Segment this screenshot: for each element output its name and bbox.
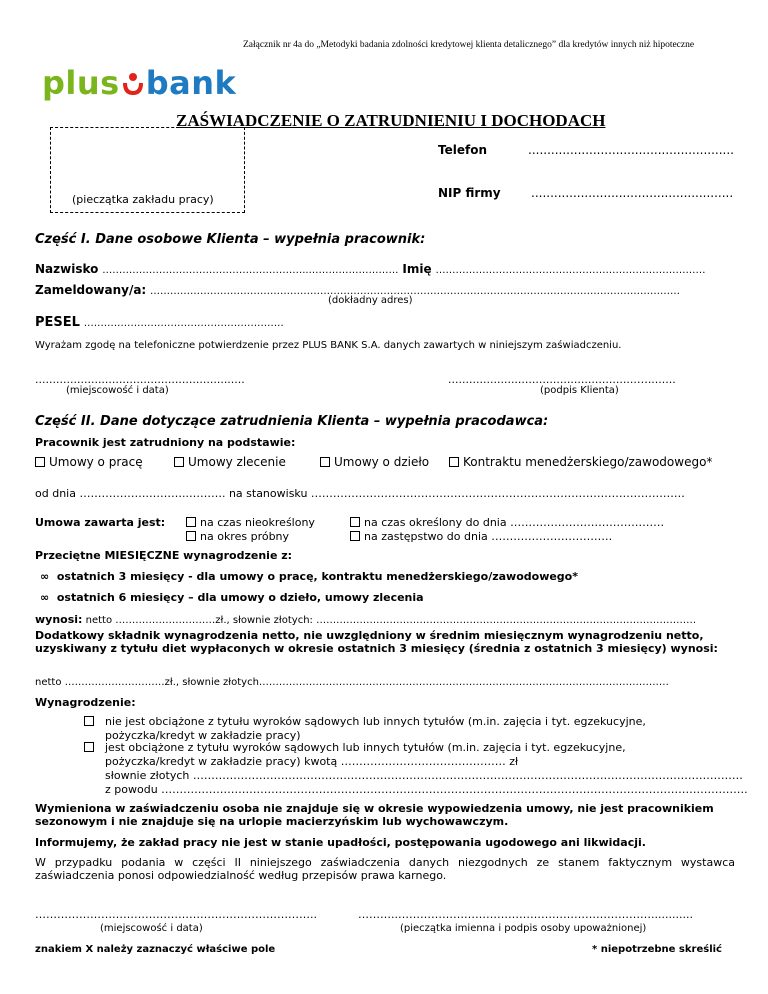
- bullet-text: ostatnich 3 miesięcy - dla umowy o pracę, kontraktu menedżerskiego/zawodowego*: [56, 570, 578, 583]
- statement-bankruptcy: Informujemy, że zakład pracy nie jest w stanie upadłości, postępowania ugodowego ani likwidacji.: [35, 836, 646, 849]
- consent-text: Wyrażam zgodę na telefoniczne potwierdzenie przez PLUS BANK S.A. danych zawartych w niniejszym zaświadczeniu.: [35, 340, 622, 351]
- extra-component-text: Dodatkowy składnik wynagrodzenia netto, nie uwzględniony w średnim miesięcznym wynagrodzeniu netto, uzyskiwany z tytułu diet wypłaconych w okresie ostatnich 3 miesięcy (średnia z ostatnich 3 miesięcy) wynosi:: [35, 629, 718, 655]
- checkbox[interactable]: [174, 457, 184, 467]
- address-label: Zameldowany/a:: [35, 283, 147, 297]
- burden-reason-field[interactable]: z powodu …………………………………………………………………………………………………………………………………………….: [105, 783, 748, 796]
- contract-substitute[interactable]: [350, 530, 612, 543]
- contract-fixed[interactable]: [350, 516, 664, 529]
- checkbox[interactable]: [186, 517, 196, 527]
- part1-heading: Część I. Dane osobowe Klienta – wypełnia pracownik:: [35, 232, 426, 247]
- salary-burden-label: Wynagrodzenie:: [35, 696, 136, 709]
- address-hint: (dokładny adres): [328, 295, 413, 306]
- checkbox[interactable]: [186, 531, 196, 541]
- bullet-3-months: [40, 570, 578, 583]
- checkbox[interactable]: [35, 457, 45, 467]
- burden-words-field[interactable]: słownie złotych ……………………………………………………………………………………………………………………………………: [105, 769, 743, 782]
- logo-symbol-icon: [121, 69, 145, 97]
- basis-option-label: Kontraktu menedżerskiego/zawodowego*: [463, 455, 713, 469]
- basis-option-employment[interactable]: [35, 455, 143, 469]
- nip-field[interactable]: .....................................................: [531, 186, 734, 200]
- header-note: Załącznik nr 4a do „Metodyki badania zdolności kredytowej klienta detalicznego” dla kredytów innych niż hipoteczne: [243, 40, 695, 50]
- basis-option-label: Umowy zlecenie: [188, 455, 286, 469]
- start-date-position-row[interactable]: od dnia ……………….………..………. na stanowisku …………………………………………………………………………………………: [35, 487, 685, 500]
- bullet-icon: ∞: [40, 570, 50, 583]
- surname-label: Nazwisko: [35, 262, 99, 276]
- checkbox[interactable]: [84, 716, 94, 726]
- extra-component-field[interactable]: netto …………………………zł., słownie złotych……………………………………………………………………………………………………………: [35, 677, 669, 688]
- employer-signature-field[interactable]: ………..……………………………………………………………............: [358, 908, 693, 921]
- employer-place-date-label: (miejscowość i data): [100, 923, 203, 934]
- employer-place-date-field[interactable]: …………………………………………………………………..: [35, 908, 317, 921]
- footer-note-strike: * niepotrzebne skreślić: [592, 944, 722, 955]
- salary-amount-field[interactable]: netto …………………………zł., słownie złotych: ……………………………………………………………………………………………………: [82, 615, 697, 626]
- logo-plus-text: plus: [42, 64, 120, 102]
- phone-field[interactable]: ......................................................: [528, 143, 734, 157]
- basis-option-contract[interactable]: [449, 455, 712, 469]
- contract-type-label: Umowa zawarta jest:: [35, 516, 166, 529]
- average-salary-label: Przeciętne MIESIĘCZNE wynagrodzenie z:: [35, 549, 293, 562]
- burden-option-none[interactable]: [84, 715, 646, 728]
- contract-option-label: na czas określony do dnia ……………………………………: [364, 516, 665, 529]
- client-place-date-field[interactable]: ............................................................: [35, 373, 245, 386]
- first-name-field[interactable]: ………………………………………………………………………: [435, 265, 706, 276]
- checkbox[interactable]: [350, 517, 360, 527]
- bullet-6-months: [40, 591, 424, 604]
- statement-notice-period: Wymieniona w zaświadczeniu osoba nie znajduje się w okresie wypowiedzenia umowy, nie jest pracownikiem sezonowym i nie znajduje się na urlopie macierzyńskim lub wychowawczym.: [35, 802, 714, 828]
- client-signature-field[interactable]: ......................................................…........: [448, 373, 676, 386]
- page-title: ZAŚWIADCZENIE O ZATRUDNIENIU I DOCHODACH: [176, 111, 606, 130]
- contract-option-label: na okres próbny: [200, 530, 290, 543]
- statement-liability: W przypadku podania w części II niniejszego zaświadczenia danych niezgodnych ze stanem faktycznym wystawca zaświadczenia ponosi odpowiedzialność według przepisów prawa karnego.: [35, 856, 735, 882]
- contract-trial[interactable]: [186, 530, 289, 543]
- plus-bank-logo: [42, 64, 236, 102]
- contract-indefinite[interactable]: [186, 516, 315, 529]
- client-signature-label: (podpis Klienta): [540, 385, 619, 396]
- employment-basis-label: Pracownik jest zatrudniony na podstawie:: [35, 436, 296, 449]
- bullet-text: ostatnich 6 miesięcy – dla umowy o dzieło, umowy zlecenia: [56, 591, 424, 604]
- checkbox[interactable]: [320, 457, 330, 467]
- employer-signature-label: (pieczątka imienna i podpis osoby upoważnionej): [400, 923, 647, 934]
- burden-option-none-cont: pożyczka/kredyt w zakładzie pracy): [105, 729, 301, 742]
- address-field[interactable]: ……………………………………………………………………………………………………………………………………………: [150, 286, 681, 297]
- burden-option-text: nie jest obciążone z tytułu wyroków sądowych lub innych tytułów (m.in. zajęcia i tyt. egzekucyjne,: [105, 715, 646, 728]
- salary-amount-row[interactable]: [35, 613, 696, 626]
- basis-option-label: Umowy o dzieło: [334, 455, 430, 469]
- first-name-label: Imię: [402, 262, 432, 276]
- logo-bank-text: bank: [145, 64, 237, 102]
- burden-option-some[interactable]: [84, 741, 626, 754]
- checkbox[interactable]: [449, 457, 459, 467]
- footer-note-mark-x: znakiem X należy zaznaczyć właściwe pole: [35, 944, 276, 955]
- checkbox[interactable]: [84, 742, 94, 752]
- client-place-date-label: (miejscowość i data): [66, 385, 169, 396]
- bullet-icon: ∞: [40, 591, 50, 604]
- pesel-label: PESEL: [35, 315, 80, 330]
- surname-field[interactable]: ……………………………………………………..………………………: [102, 265, 399, 276]
- burden-amount-field[interactable]: pożyczka/kredyt w zakładzie pracy) kwotą ……………………………………… zł: [105, 755, 519, 768]
- nip-label: NIP firmy: [438, 186, 501, 200]
- part2-heading: Część II. Dane dotyczące zatrudnienia Klienta – wypełnia pracodawca:: [35, 414, 549, 429]
- contract-option-label: na zastępstwo do dnia ……………………………: [364, 530, 613, 543]
- surname-row: [35, 262, 705, 276]
- basis-option-mandate[interactable]: [174, 455, 286, 469]
- stamp-label: (pieczątka zakładu pracy): [72, 193, 214, 206]
- pesel-field[interactable]: ……………………………………………………: [83, 318, 284, 329]
- burden-option-text: jest obciążone z tytułu wyroków sądowych lub innych tytułów (m.in. zajęcia i tyt. egzekucyjne,: [105, 741, 626, 754]
- checkbox[interactable]: [350, 531, 360, 541]
- basis-option-label: Umowy o pracę: [49, 455, 143, 469]
- contract-option-label: na czas nieokreślony: [200, 516, 315, 529]
- phone-label: Telefon: [438, 143, 487, 157]
- salary-amount-label: wynosi:: [35, 613, 83, 626]
- basis-option-work[interactable]: [320, 455, 429, 469]
- pesel-row: [35, 315, 284, 330]
